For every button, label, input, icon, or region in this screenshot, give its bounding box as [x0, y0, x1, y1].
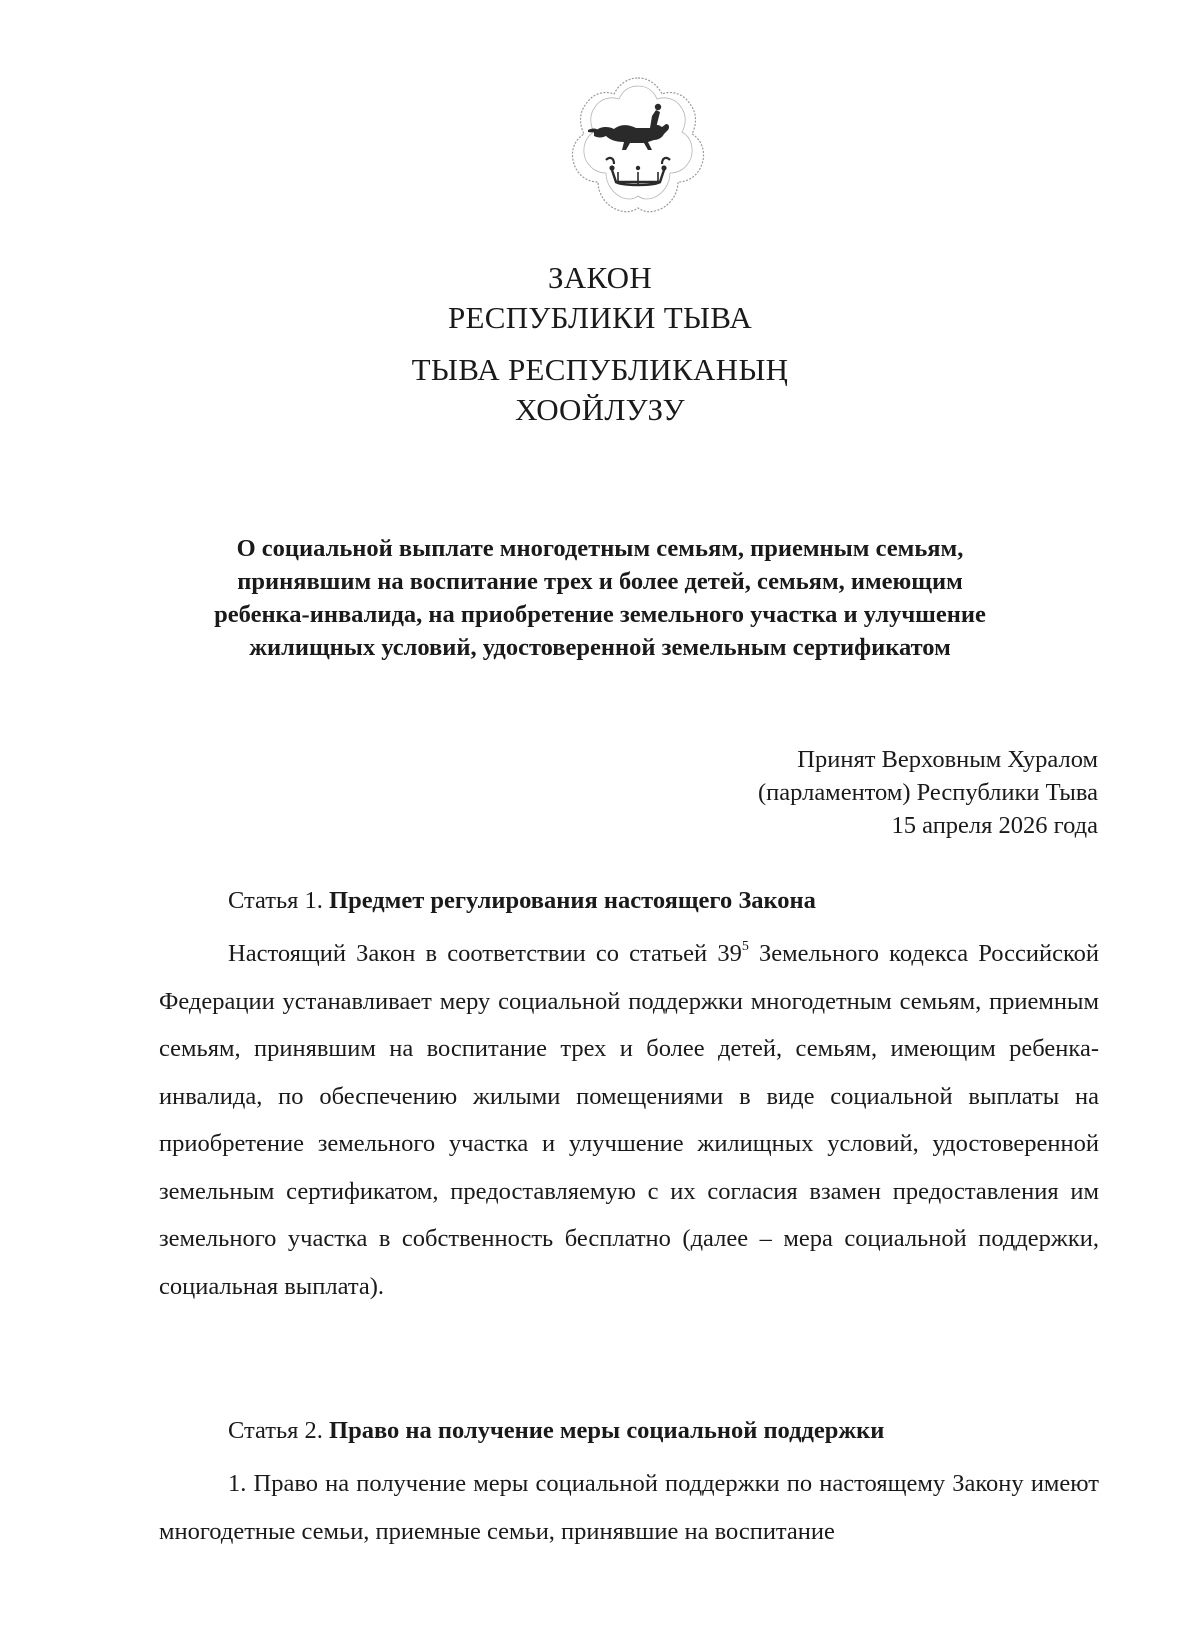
- law-title-tyv-line2: ХООЙЛУЗУ: [515, 392, 685, 427]
- article-2-label: Статья 2.: [228, 1417, 323, 1444]
- article-1-title: Предмет регулирования настоящего Закона: [329, 887, 816, 914]
- adoption-line1: Принят Верховным Хуралом: [797, 746, 1098, 773]
- article-1-heading: [228, 884, 816, 917]
- article-2-title: Право на получение меры социальной поддержки: [329, 1417, 885, 1444]
- adoption-line2: (парламентом) Республики Тыва: [758, 779, 1098, 806]
- article-1-superscript: 5: [741, 939, 749, 954]
- article-1-text-start: Настоящий Закон в соответствии со статьей 39: [228, 940, 742, 967]
- law-title-ru-line2: РЕСПУБЛИКИ ТЫВА: [447, 300, 753, 335]
- article-2-text: 1. Право на получение меры социальной поддержки по настоящему Закону имеют многодетные семьи, приемные семьи, принявшие на воспитание: [159, 1470, 1099, 1545]
- law-title-ru: [0, 258, 1200, 338]
- article-1-text: [159, 930, 1099, 1310]
- article-1-text-rest: Земельного кодекса Российской Федерации устанавливает меру социальной поддержки многодетным семьям, приемным семьям, принявшим на воспитание трех и более детей, семьям, имеющим ребенка-инвалида, по обеспечению жилыми помещениями в виде социальной выплаты на приобретение земельного участка и улучшение жилищных условий, удостоверенной земельным сертификатом, предоставляемую с их согласия взамен предоставления им земельного участка в собственность бесплатно (далее – мера социальной поддержки, социальная выплата).: [159, 940, 1099, 1300]
- subject-line2: принявшим на воспитание трех и более детей, семьям, имеющим: [237, 568, 963, 595]
- adoption-date: 15 апреля 2026 года: [891, 812, 1098, 839]
- law-title-ru-line1: ЗАКОН: [547, 260, 653, 295]
- article-2-heading: [228, 1414, 884, 1447]
- tuva-coat-of-arms-icon: [566, 72, 710, 224]
- subject-line4: жилищных условий, удостоверенной земельным сертификатом: [249, 634, 951, 661]
- law-title-tyv: [0, 350, 1200, 430]
- law-subject-heading: [120, 532, 1080, 664]
- subject-line1: О социальной выплате многодетным семьям, приемным семьям,: [236, 535, 964, 562]
- subject-line3: ребенка-инвалида, на приобретение земельного участка и улучшение: [214, 601, 986, 628]
- law-title-tyv-line1: ТЫВА РЕСПУБЛИКАНЫҢ: [411, 352, 789, 387]
- article-1-label: Статья 1.: [228, 887, 323, 914]
- adoption-note: [758, 743, 1098, 842]
